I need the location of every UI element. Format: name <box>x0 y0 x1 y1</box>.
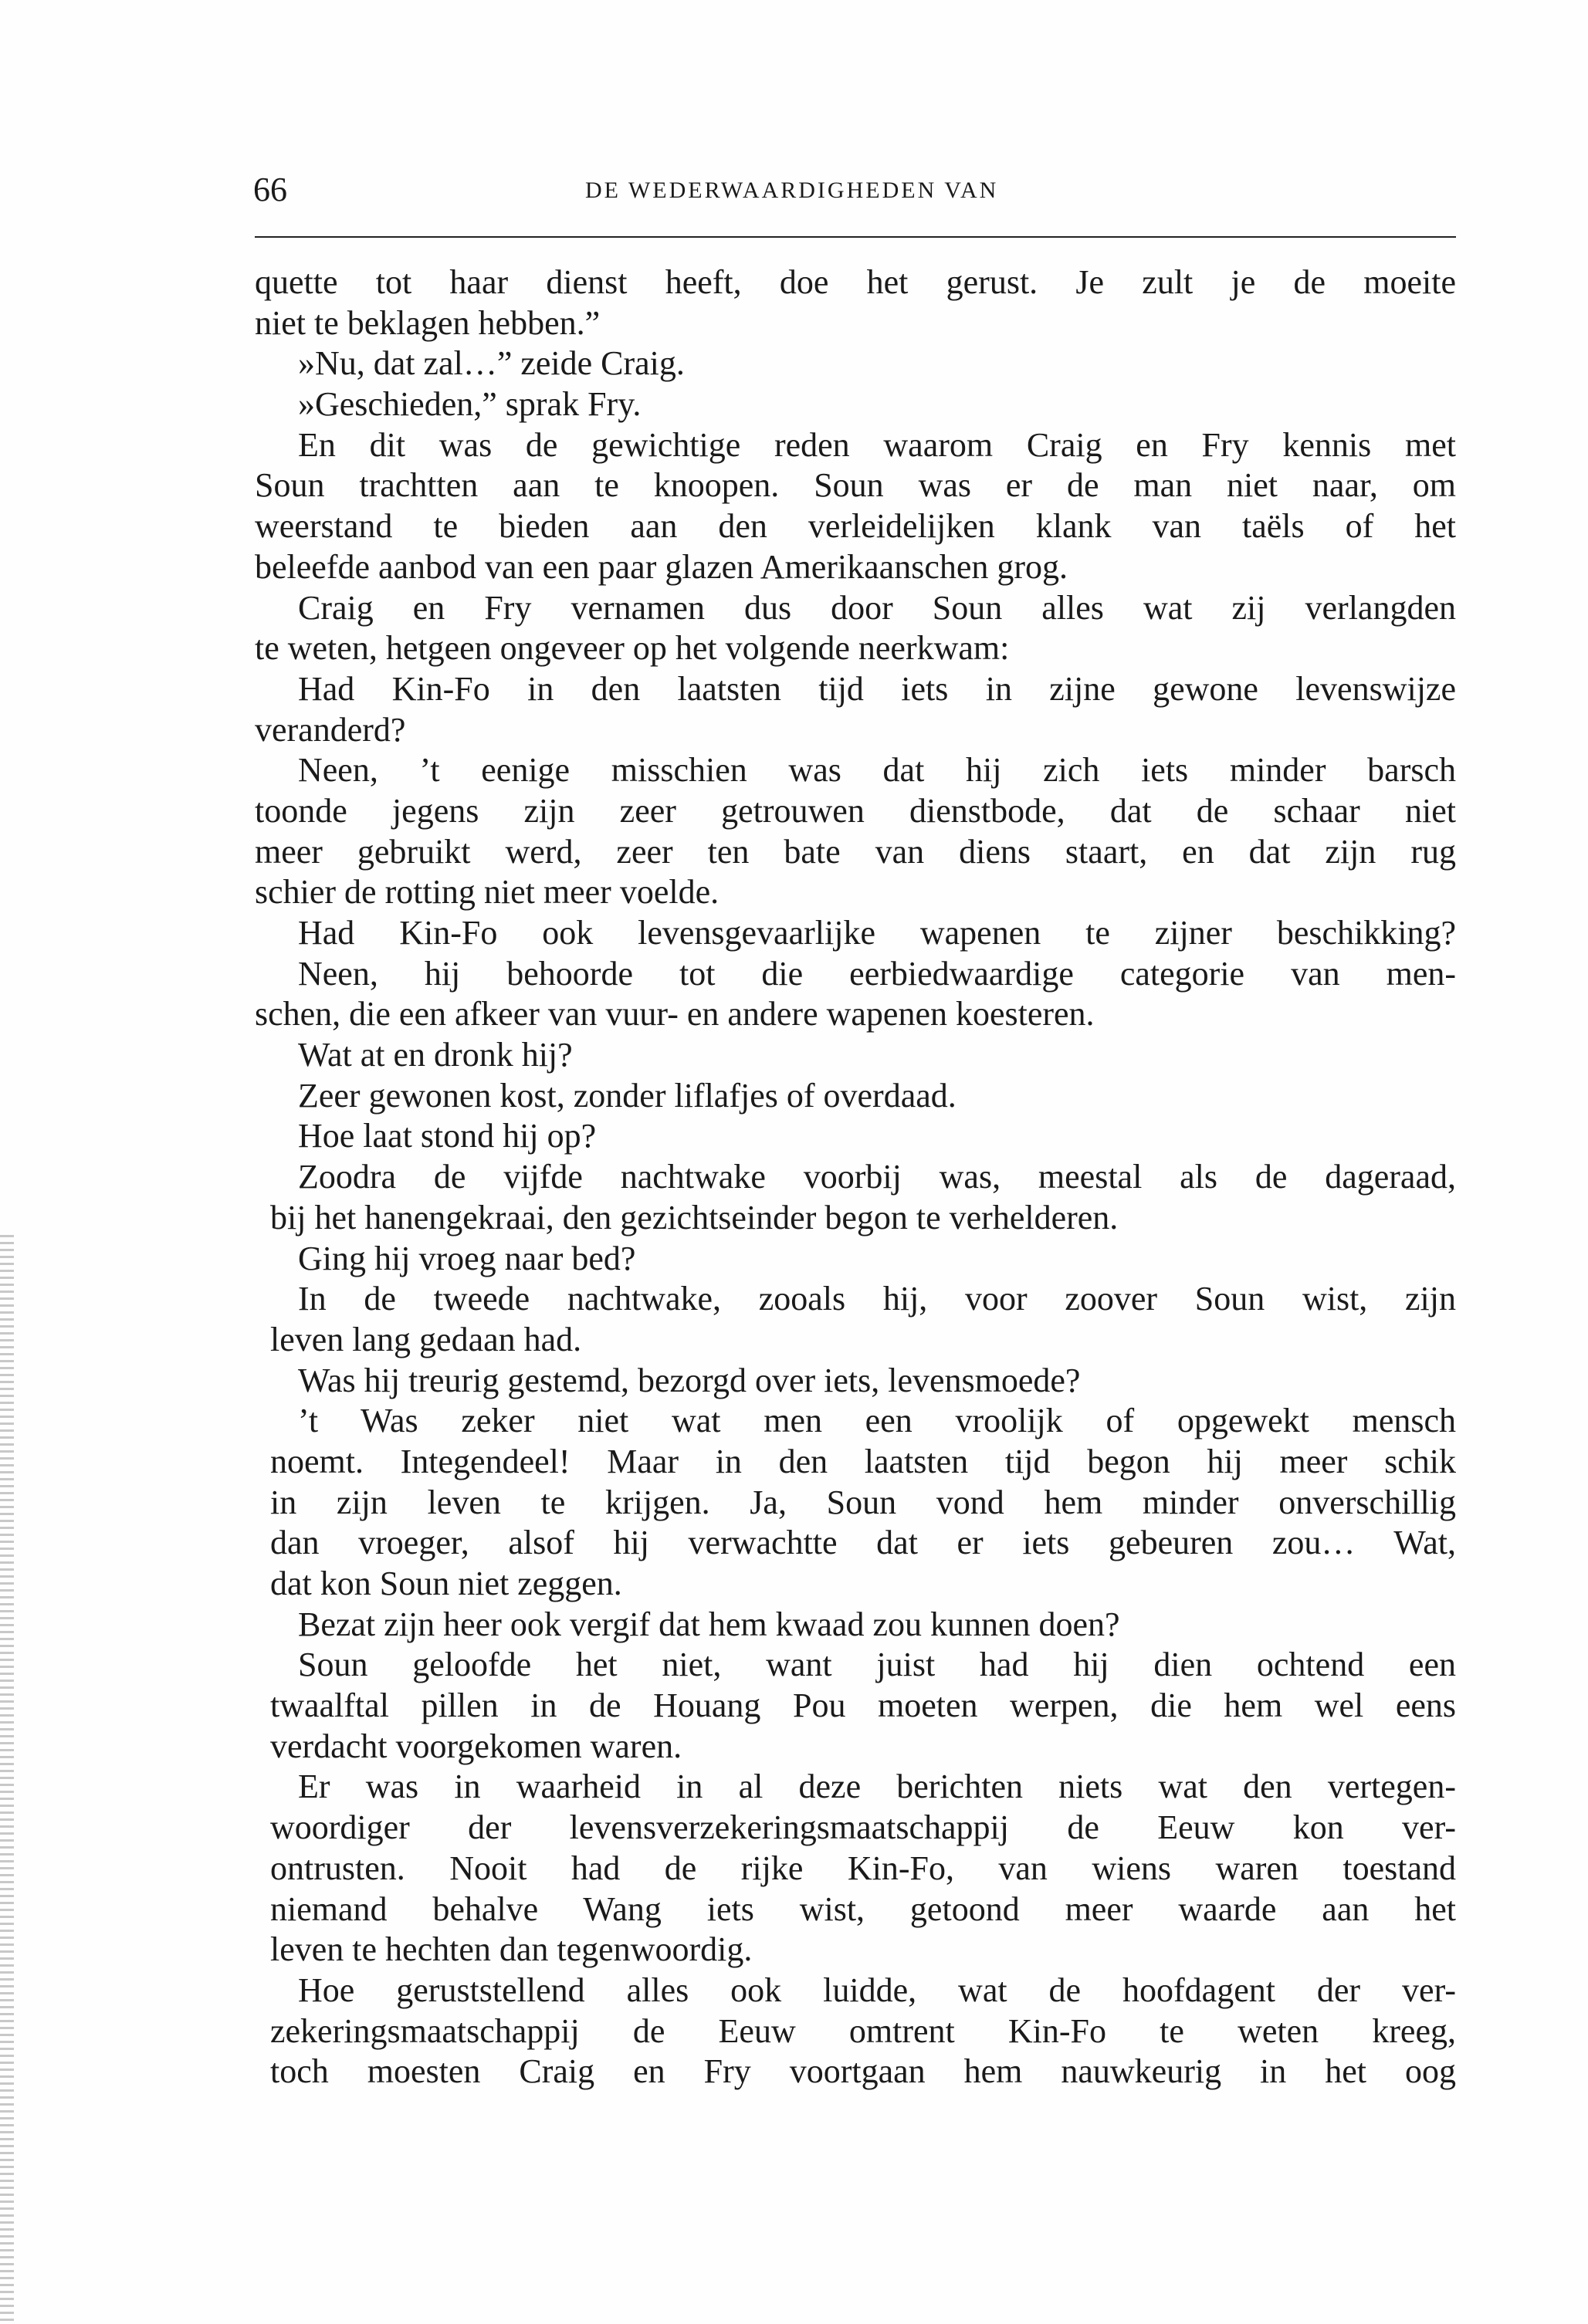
text-line: Wat at en dronk hij? <box>298 1036 573 1074</box>
text-line: Craig en Fry vernamen dus door Soun alles wat zij verlangden <box>298 588 1456 627</box>
binding-edge-marks <box>0 1235 14 2324</box>
text-line: beleefde aanbod van een paar glazen Amerikaanschen grog. <box>255 547 1068 586</box>
text-line: »Geschieden,” sprak Fry. <box>298 385 642 424</box>
text-line: Was hij treurig gestemd, bezorgd over iets, levensmoede? <box>298 1361 1081 1399</box>
text-line: te weten, hetgeen ongeveer op het volgende neerkwam: <box>255 629 1010 668</box>
body-text <box>255 262 1456 2092</box>
text-line: ’t Was zeker niet wat men een vroolijk of opgewekt mensch <box>298 1402 1456 1440</box>
text-line: Neen, ’t eenige misschien was dat hij zich iets minder barsch <box>298 751 1456 790</box>
text-line: Zeer gewonen kost, zonder liflafjes of overdaad. <box>298 1076 957 1115</box>
text-line: Er was in waarheid in al deze berichten niets wat den vertegen- <box>298 1768 1456 1806</box>
text-line: noemt. Integendeel! Maar in den laatsten tijd begon hij meer schik <box>270 1442 1456 1480</box>
text-line: weerstand te bieden aan den verleidelijken klank van taëls of het <box>255 507 1456 546</box>
text-line: Had Kin-Fo ook levensgevaarlijke wapenen te zijner beschikking? <box>298 914 1456 952</box>
text-line: Hoe geruststellend alles ook luidde, wat de hoofdagent der ver- <box>298 1970 1456 2009</box>
text-line: Ging hij vroeg naar bed? <box>298 1239 636 1277</box>
text-line: dan vroeger, alsof hij verwachtte dat er iets gebeuren zou… Wat, <box>270 1524 1456 1562</box>
header-rule <box>255 236 1456 238</box>
text-line: toonde jegens zijn zeer getrouwen dienstbode, dat de schaar niet <box>255 791 1456 830</box>
text-line: Zoodra de vijfde nachtwake voorbij was, meestal als de dageraad, <box>298 1158 1456 1196</box>
page-number: 66 <box>253 171 287 208</box>
text-line: Hoe laat stond hij op? <box>298 1117 597 1155</box>
text-line: in zijn leven te krijgen. Ja, Soun vond hem minder onverschillig <box>270 1483 1456 1521</box>
text-line: schier de rotting niet meer voelde. <box>255 873 720 912</box>
text-line: En dit was de gewichtige reden waarom Craig en Fry kennis met <box>298 425 1456 464</box>
text-line: dat kon Soun niet zeggen. <box>270 1565 622 1602</box>
text-line: Soun trachtten aan te knoopen. Soun was er de man niet naar, om <box>255 466 1456 505</box>
text-line: leven lang gedaan had. <box>270 1320 582 1358</box>
text-line: bij het hanengekraai, den gezichtseinder begon te verhelderen. <box>270 1198 1119 1236</box>
text-line: woordiger der levensverzekeringsmaatschappij de Eeuw kon ver- <box>270 1808 1456 1847</box>
text-line: toch moesten Craig en Fry voortgaan hem nauwkeurig in het oog <box>270 2052 1456 2091</box>
text-line: zekeringsmaatschappij de Eeuw omtrent Kin-Fo te weten kreeg, <box>270 2011 1456 2050</box>
text-line: niet te beklagen hebben.” <box>255 303 601 342</box>
text-line: veranderd? <box>255 710 406 749</box>
text-line: verdacht voorgekomen waren. <box>270 1727 682 1765</box>
page-header <box>253 167 1458 213</box>
text-line: twaalftal pillen in de Houang Pou moeten werpen, die hem wel eens <box>270 1686 1456 1725</box>
text-line: ontrusten. Nooit had de rijke Kin-Fo, van wiens waren toestand <box>270 1849 1456 1887</box>
text-line: In de tweede nachtwake, zooals hij, voor zoover Soun wist, zijn <box>298 1280 1456 1318</box>
text-line: »Nu, dat zal…” zeide Craig. <box>298 344 685 383</box>
text-line: Bezat zijn heer ook vergif dat hem kwaad zou kunnen doen? <box>298 1605 1120 1643</box>
text-line: schen, die een afkeer van vuur- en andere wapenen koesteren. <box>255 995 1095 1033</box>
text-line: quette tot haar dienst heeft, doe het gerust. Je zult je de moeite <box>255 263 1456 301</box>
text-line: leven te hechten dan tegenwoordig. <box>270 1930 753 1969</box>
running-title: DE WEDERWAARDIGHEDEN VAN <box>585 178 999 203</box>
text-line: meer gebruikt werd, zeer ten bate van diens staart, en dat zijn rug <box>255 832 1456 871</box>
text-line: Neen, hij behoorde tot die eerbiedwaardige categorie van men- <box>298 954 1456 993</box>
text-line: Soun geloofde het niet, want juist had hij dien ochtend een <box>298 1646 1456 1684</box>
text-line: niemand behalve Wang iets wist, getoond meer waarde aan het <box>270 1889 1456 1928</box>
text-line: Had Kin-Fo in den laatsten tijd iets in zijne gewone levenswijze <box>298 669 1456 708</box>
